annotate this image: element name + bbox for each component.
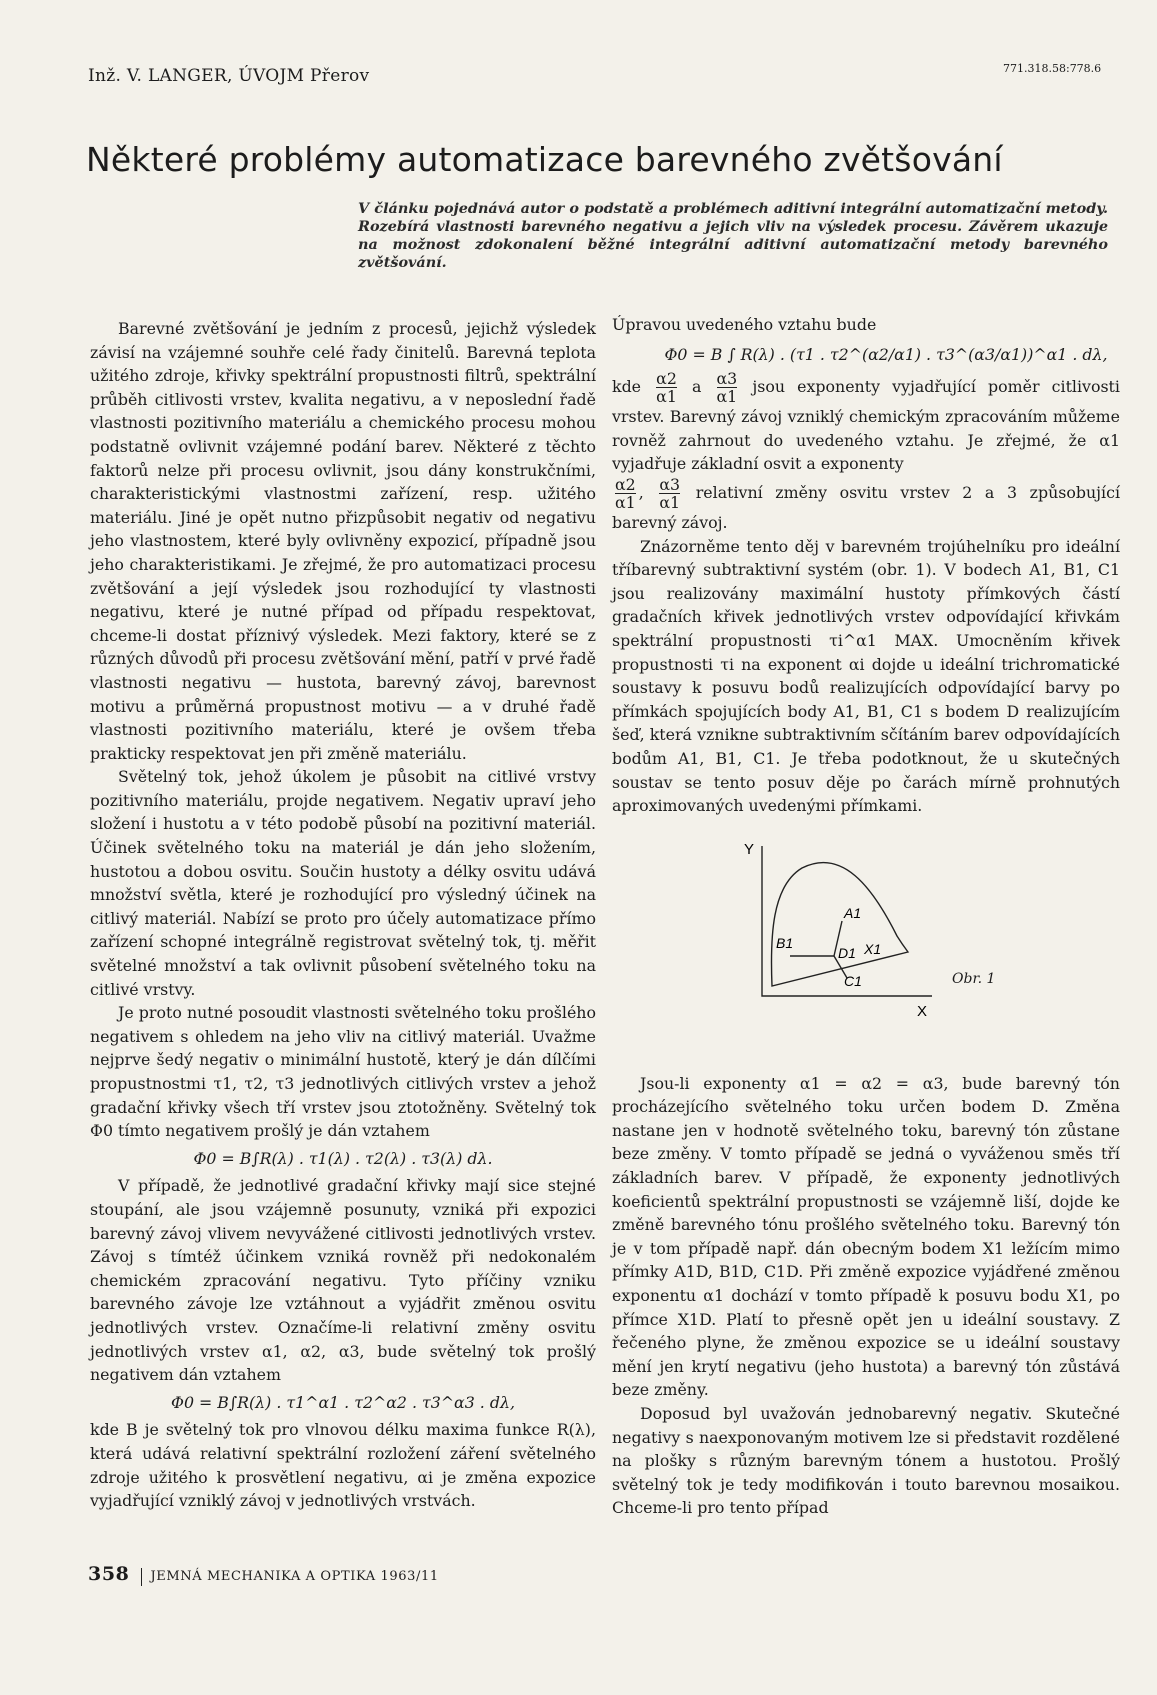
fraction-denominator: α1: [615, 492, 636, 512]
right-paragraph-1: Úpravou uvedeného vztahu bude: [612, 315, 877, 334]
fraction-a3-a1: [659, 476, 680, 511]
left-column: [90, 317, 596, 1513]
page-number: 358: [88, 1563, 130, 1585]
figure-1: [612, 826, 1120, 1066]
page-footer: [88, 1563, 439, 1586]
axis-label-x: X: [917, 1002, 928, 1020]
kde-word: kde: [612, 377, 642, 397]
axis-label-y: Y: [744, 840, 755, 858]
point-label-d1: D1: [838, 944, 856, 961]
fraction-numerator: α2: [656, 369, 677, 389]
right-paragraph-4: Znázorněme tento děj v barevném trojúhelníku pro ideální tříbarevný subtraktivní systém (obr. 1). V bodech A1, B1, C1 jsou realizovány maximální hustoty přímkových částí gradačních křivek jednotlivých vrstev odpovídající křivkám spektrální propustnosti τi^α1 MAX. Umocněním křivek propustnosti τi na exponent αi dojde u ideální trichromatické soustavy k posuvu bodů realizujících odpovídající barvy po přímkách spojujících body A1, B1, C1 s bodem D realizujícím šeď, která vznikne subtraktivním sčítáním barev odpovídajících bodům A1, B1, C1. Je třeba podotknout, že u skutečných soustav se tento posuv děje po čarách mírně prohnutých aproximovaných uvedenými přímkami.: [612, 536, 1120, 816]
equation-1: Φ0 = B∫R(λ) . τ1(λ) . τ2(λ) . τ3(λ) dλ.: [193, 1148, 493, 1168]
journal-name: JEMNÁ MECHANIKA A OPTIKA 1963/11: [150, 1569, 439, 1584]
left-paragraph-5: kde B je světelný tok pro vlnovou délku maxima funkce R(λ), která udává relativní spektrální rozložení záření světelného zdroje užitého k prosvětlení negativu, αi je změna expozice vyjadřující vzniklý závoj v jednotlivých vrstvách.: [90, 1420, 596, 1511]
abstract: V článku pojednává autor o podstatě a problémech aditivní integrální automatizační metody. Rozebírá vlastnosti barevného negativu a jejich vliv na výsledek procesu. Závěrem ukazuje na možnost zdokonalení běžné integrální aditivní automatizační metody barevného zvětšování.: [358, 200, 1108, 271]
fraction-a2-a1: [615, 476, 636, 511]
right-paragraph-5: Jsou-li exponenty α1 = α2 = α3, bude barevný tón procházejícího světelného toku určen bodem D. Změna nastane jen v hodnotě světelného toku, barevný tón zůstane beze změny. V tomto případě se jedná o vyváženou směs tří základních barev. V případě, že exponenty jednotlivých koeficientů spektrální propustnosti se vzájemně liší, dojde ke změně barevného tónu prošlého světelného toku. Barevný tón je v tom případě např. dán obecným bodem X1 ležícím mimo přímky A1D, B1D, C1D. Při změně expozice vyjádřené změnou exponentu α1 dochází v tomto případě k posuvu bodu X1, po přímce X1D. Platí to přesně opět jen u ideální soustavy. Z řečeného plyne, že změnou expozice se u ideální soustavy mění jen krytí negativu (jeho hustota) a barevný tón zůstává beze změny.: [612, 1073, 1120, 1400]
right-paragraph-2: [612, 370, 1120, 476]
point-label-a1: A1: [844, 904, 862, 921]
right-paragraph-6: Doposud byl uvažován jednobarevný negativ. Skutečné negativy s naexponovaným motivem lze si představit rozdělené na plošky s různým barevným tónem a hustotou. Prošlý světelný tok je tedy modifikován i touto barevnou mosaikou. Chceme-li pro tento případ: [612, 1404, 1120, 1518]
comma: ,: [638, 482, 644, 502]
fraction-numerator: α2: [615, 474, 636, 494]
fraction-numerator: α3: [716, 369, 738, 389]
fraction-denominator: α1: [716, 387, 738, 407]
left-paragraph-1: Barevné zvětšování je jedním z procesů, jejichž výsledek závisí na vzájemné souhře celé řady činitelů. Barevná teplota užitého zdroje, křivky spektrální propustnosti filtrů, spektrální průběh citlivosti vrstev, kvalita negativu, a v neposlední řadě vlastnosti pozitivního materiálu a chemického procesu mohou podstatně ovlivnit vzájemné podání barev. Některé z těchto faktorů nelze při procesu ovlivnit, jsou dány konstrukčními, charakteristickými vlastnostmi zařízení, resp. užitého materiálu. Jiné je opět nutno přizpůsobit negativ od negativu jeho vlastnostem, které byly ovlivněny expozicí, případně jsou jeho charakteristikami. Je zřejmé, že pro automatizaci procesu zvětšování a její výsledek jsou rozhodující ty vlastnosti negativu, které je nutné případ od případu respektovat, chceme-li dostat příznivý výsledek. Mezi faktory, které se z různých důvodů při procesu zvětšování mění, patří v prvé řadě vlastnosti negativu — hustota, barevný závoj, barevnost motivu a průměrná propustnost motivu — a v druhé řadě vlastnosti pozitivního materiálu, které je ovšem třeba prakticky respektovat jen při změně materiálu.: [90, 319, 596, 763]
figure-caption: Obr. 1: [952, 970, 996, 987]
right-paragraph-3-text: relativní změny osvitu vrstev 2 a 3 způsobující barevný závoj.: [612, 482, 1120, 532]
right-paragraph-2-text: jsou exponenty vyjadřující poměr citlivosti vrstev. Barevný závoj vzniklý chemickým zpracováním můžeme rovněž zahrnout do uvedeného vztahu. Je zřejmé, že α1 vyjadřuje základní osvit a exponenty: [612, 377, 1120, 474]
footer-divider: [141, 1568, 142, 1586]
left-paragraph-3: Je proto nutné posoudit vlastnosti světelného toku prošlého negativem s ohledem na jeho vliv na citlivý materiál. Uvažme nejprve šedý negativ o minimální hustotě, který je dán dílčími propustnostmi τ1, τ2, τ3 jednotlivých citlivých vrstev a jehož gradační křivky všech tří vrstev jsou ztotožněny. Světelný tok Φ0 tímto negativem prošlý je dán vztahem: [90, 1003, 596, 1141]
right-column: [612, 313, 1120, 1520]
fraction-numerator: α3: [659, 474, 681, 494]
fraction-denominator: α1: [659, 492, 681, 512]
color-triangle-diagram: [612, 826, 1112, 1066]
udc-code: 771.318.58:778.6: [1003, 62, 1102, 75]
left-paragraph-2: Světelný tok, jehož úkolem je působit na citlivé vrstvy pozitivního materiálu, projde negativem. Negativ upraví jeho složení i hustotu a v této podobě působí na pozitivní materiál. Účinek světelného toku na materiál je dán jeho složením, hustotou a dobou osvitu. Součin hustoty a délky osvitu udává množství světla, které je rozhodující pro výsledný účinek na citlivý materiál. Nabízí se proto pro účely automatizace přímo zařízení schopné integrálně registrovat světelný tok, tj. měřit světelné množství a tak ovlivnit působení světelného toku na citlivé vrstvy.: [90, 767, 596, 999]
left-paragraph-4: V případě, že jednotlivé gradační křivky mají sice stejné stoupání, ale jsou vzájemně posunuty, vzniká při expozici barevný závoj vlivem nevyvážené citlivosti jednotlivých vrstev. Závoj s tímtéž účinkem vzniká rovněž při nedokonalém chemickém zpracování negativu. Tyto příčiny vzniku barevného závoje lze vztáhnout a vyjádřit změnou osvitu jednotlivých vrstev. Označíme-li relativní změny osvitu jednotlivých vrstev α1, α2, α3, bude světelný tok prošlý negativem dán vztahem: [90, 1176, 596, 1385]
equation-2: Φ0 = B∫R(λ) . τ1^α1 . τ2^α2 . τ3^α3 . dλ,: [171, 1392, 515, 1412]
author-line: Inž. V. LANGER, ÚVOJM Přerov: [88, 66, 370, 86]
right-paragraph-3: [612, 476, 1120, 535]
equation-3: Φ0 = B ∫ R(λ) . (τ1 . τ2^(α2/α1) . τ3^(α3/α1))^α1 . dλ,: [664, 344, 1108, 364]
fraction-denominator: α1: [656, 387, 677, 407]
spectrum-locus: [771, 862, 908, 985]
point-label-b1: B1: [776, 934, 794, 951]
fraction-a2-a1: [656, 370, 677, 405]
and-word: a: [691, 377, 702, 397]
fraction-a3-a1: [717, 370, 738, 405]
article-title: Některé problémy automatizace barevného zvětšování: [86, 140, 1003, 179]
point-label-x1: X1: [864, 940, 882, 957]
point-label-c1: C1: [844, 972, 862, 989]
